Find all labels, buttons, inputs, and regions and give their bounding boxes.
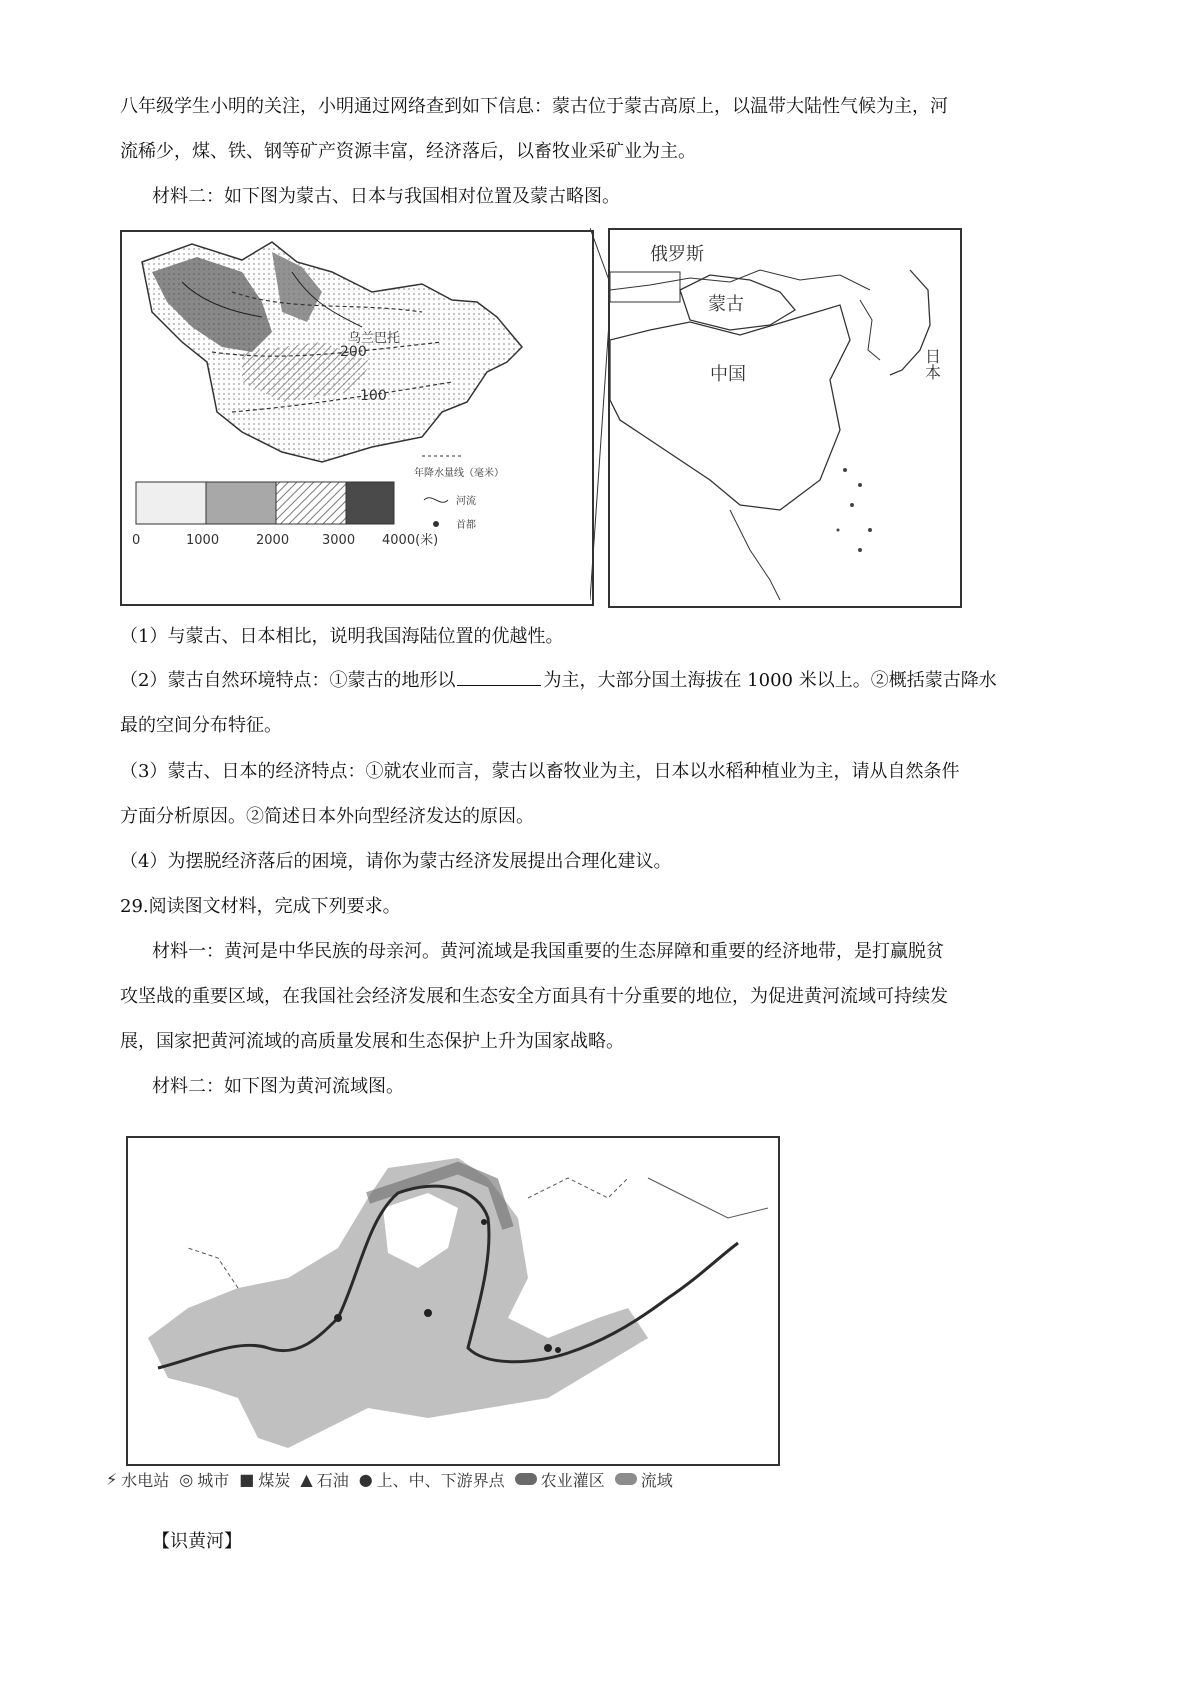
city-marker-1 [424, 1309, 432, 1317]
contour-label-100: 100 [360, 388, 387, 404]
yellow-river-map-svg [128, 1138, 778, 1464]
legend-isoline-label: 年降水量线（毫米） [414, 468, 504, 479]
question-29-title: 29.阅读图文材料，完成下列要求。 [120, 896, 401, 917]
legend-river-symbol [424, 498, 448, 503]
korea-peninsula [860, 300, 880, 360]
elevation-tick-1000: 1000 [186, 533, 220, 548]
legend-oil: ▲ 石油 [300, 1469, 349, 1490]
label-mongolia: 蒙古 [708, 294, 744, 315]
intro-text-line-2: 流稀少，煤、铁、钢等矿产资源丰富，经济落后，以畜牧业采矿业为主。 [120, 141, 696, 162]
asia-location-map [608, 228, 962, 608]
legend-river-label: 河流 [456, 496, 476, 507]
legend-reach-boundary: ● 上、中、下游界点 [358, 1469, 505, 1490]
legend-capital-label: 首都 [456, 520, 476, 531]
oil-icon: ▲ [300, 1469, 313, 1489]
question-2-prefix: （2）蒙古自然环境特点：①蒙古的地形以 [120, 670, 456, 691]
fill-in-blank[interactable] [457, 669, 541, 686]
legend-coal: ■ 煤炭 [239, 1469, 291, 1490]
region-label-ulaanbaatar: 乌兰巴托 [348, 331, 401, 346]
yellow-river-basin [148, 1158, 648, 1448]
elevation-band-2000-3000 [276, 482, 346, 524]
section-heading-know-yellow-river: 【识黄河】 [152, 1531, 242, 1552]
asia-map-svg [610, 230, 960, 606]
legend-irrigation: 农业灌区 [515, 1468, 605, 1491]
elevation-band-1000-2000 [206, 482, 276, 524]
islands [837, 468, 873, 552]
material-2-yellow-river-caption: 材料二：如下图为黄河流域图。 [152, 1076, 404, 1097]
label-china: 中国 [710, 364, 746, 385]
question-2-line-2: 最的空间分布特征。 [120, 715, 282, 736]
city-marker-2 [334, 1314, 342, 1322]
question-3-line-2: 方面分析原因。②简述日本外向型经济发达的原因。 [120, 806, 534, 827]
hydropower-icon: ⚡ [106, 1469, 118, 1489]
legend-capital-symbol [433, 521, 439, 527]
boundary-point-icon: ● [358, 1469, 373, 1489]
question-1: （1）与蒙古、日本相比，说明我国海陆位置的优越性。 [120, 626, 564, 647]
boundary-point-middle-lower [555, 1347, 561, 1353]
province-boundary-2 [528, 1178, 628, 1198]
boundary-point-upper-middle [481, 1219, 487, 1225]
question-3-line-1: （3）蒙古、日本的经济特点：①就农业而言，蒙古以畜牧业为主，日本以水稻种植业为主，请从自然条件 [120, 761, 960, 782]
map-connector [590, 228, 610, 604]
material-1-line-2: 攻坚战的重要区域，在我国社会经济发展和生态安全方面具有十分重要的地位，为促进黄河流域可持续发 [120, 986, 948, 1007]
elevation-band-0-1000 [136, 482, 206, 524]
elevation-tick-2000: 2000 [256, 533, 290, 548]
mongolia-map-svg [122, 232, 592, 604]
elevation-band-3000-4000 [346, 482, 394, 524]
legend-city: ◎ 城市 [179, 1469, 230, 1490]
material-2-caption: 材料二：如下图为蒙古、日本与我国相对位置及蒙古略图。 [152, 186, 620, 207]
coastline [648, 1178, 768, 1218]
intro-text-line-1: 八年级学生小明的关注，小明通过网络查到如下信息：蒙古位于蒙古高原上，以温带大陆性气候为主，河 [120, 96, 948, 117]
material-1-line-1: 材料一：黄河是中华民族的母亲河。黄河流域是我国重要的生态屏障和重要的经济地带，是打赢脱贫 [152, 941, 944, 962]
city-icon: ◎ [179, 1469, 194, 1489]
question-2-suffix: 为主，大部分国土海拔在 1000 米以上。②概括蒙古降水 [543, 670, 997, 691]
irrigation-area-icon [515, 1473, 537, 1485]
question-2-line-1 [120, 669, 997, 693]
basin-area-icon [615, 1473, 637, 1485]
elevation-tick-4000: 4000(米) [382, 533, 439, 548]
russia-border [610, 270, 870, 290]
mongolia-inset-box [610, 272, 680, 302]
label-russia: 俄罗斯 [650, 244, 704, 265]
elevation-tick-0: 0 [132, 533, 141, 548]
china-shape [610, 305, 850, 510]
material-1-line-3: 展，国家把黄河流域的高质量发展和生态保护上升为国家战略。 [120, 1031, 624, 1052]
yellow-river-legend [106, 1466, 796, 1492]
yellow-river-map [126, 1136, 780, 1466]
label-japan: 日本 [922, 348, 942, 380]
province-boundary-1 [188, 1248, 238, 1288]
elevation-tick-3000: 3000 [322, 533, 356, 548]
legend-hydropower: ⚡ 水电站 [106, 1469, 170, 1490]
question-4: （4）为摆脱经济落后的困境，请你为蒙古经济发展提出合理化建议。 [120, 851, 672, 872]
city-marker-3 [544, 1344, 552, 1352]
southeast-asia-coast [730, 510, 780, 600]
coal-icon: ■ [239, 1469, 255, 1489]
mongolia-map [120, 230, 594, 606]
contour-label-200: 200 [340, 344, 367, 360]
legend-basin: 流域 [615, 1468, 673, 1491]
